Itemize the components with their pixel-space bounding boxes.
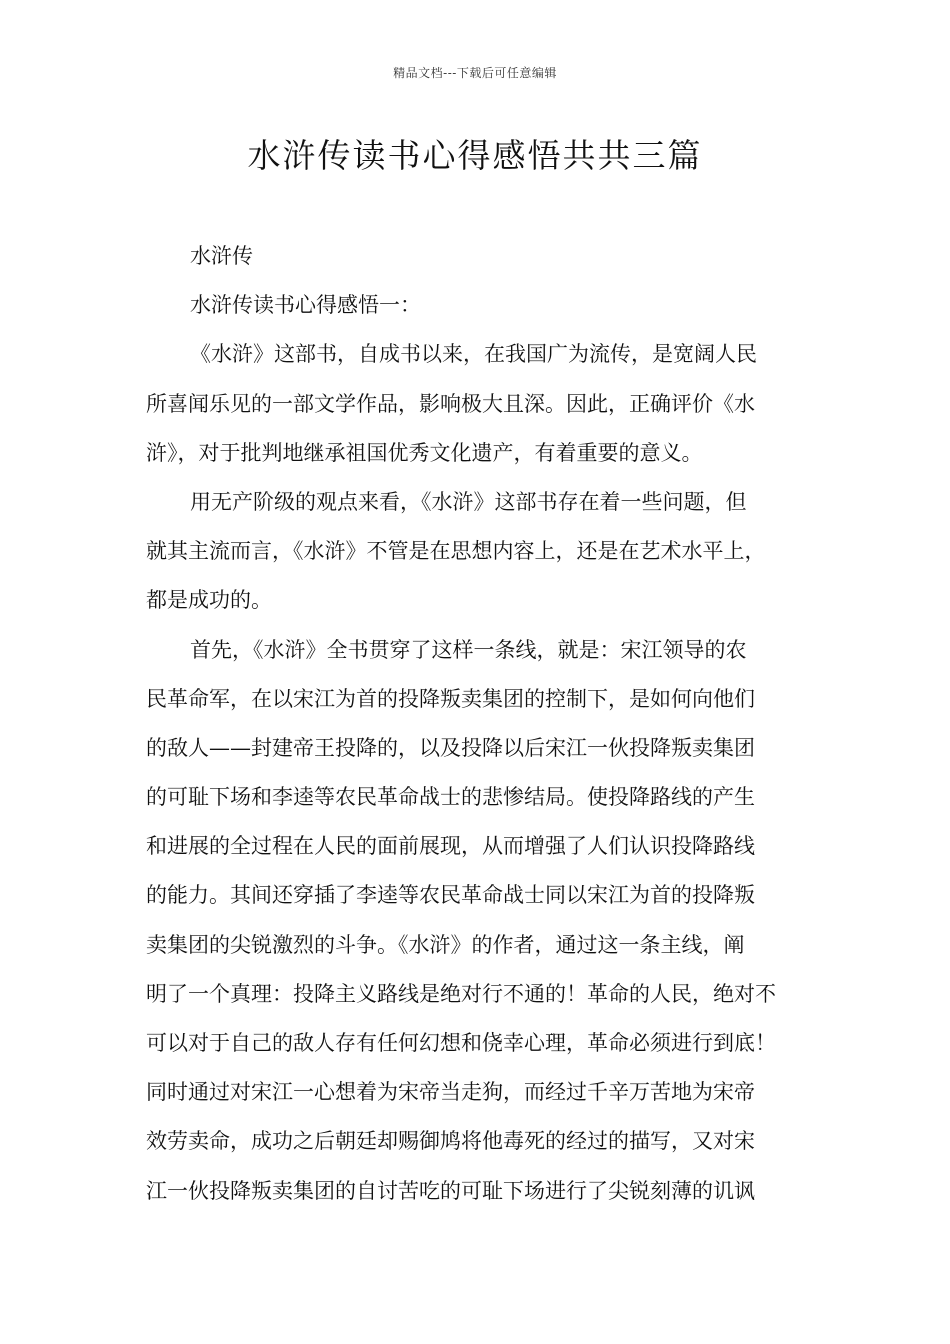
text-line: 的能力。其间还穿插了李逵等农民革命战士同以宋江为首的投降叛 bbox=[146, 883, 755, 908]
text-line: 江一伙投降叛卖集团的自讨苦吃的可耻下场进行了尖锐刻薄的讥讽 bbox=[146, 1178, 755, 1203]
text-line: 浒》，对于批判地继承祖国优秀文化遗产，有着重要的意义。 bbox=[146, 440, 703, 465]
text-line: 的可耻下场和李逵等农民革命战士的悲惨结局。使投降路线的产生 bbox=[146, 785, 755, 810]
text-line: 可以对于自己的敌人存有任何幻想和侥幸心理，革命必须进行到底！ bbox=[146, 1031, 776, 1055]
text-line: 都是成功的。 bbox=[146, 588, 272, 613]
text-line: 《水浒》这部书，自成书以来，在我国广为流传，是宽阔人民 bbox=[190, 342, 757, 367]
text-line: 水浒传读书心得感悟一： bbox=[190, 293, 421, 318]
text-line: 效劳卖命，成功之后朝廷却赐御鸠将他毒死的经过的描写，又对宋 bbox=[146, 1129, 755, 1154]
text-line: 明了一个真理：投降主义路线是绝对行不通的！革命的人民，绝对不 bbox=[146, 981, 776, 1006]
text-line: 和进展的全过程在人民的面前展现，从而增强了人们认识投降路线 bbox=[146, 834, 755, 859]
text-line: 就其主流而言，《水浒》不管是在思想内容上，还是在艺术水平上， bbox=[146, 539, 766, 564]
text-line: 首先，《水浒》全书贯穿了这样一条线，就是：宋江领导的农 bbox=[190, 637, 747, 662]
text-line: 的敌人——封建帝王投降的，以及投降以后宋江一伙投降叛卖集团 bbox=[146, 735, 755, 760]
body-text bbox=[146, 232, 810, 1216]
text-line: 水浒传 bbox=[190, 244, 253, 268]
document-title: 水浒传读书心得感悟共共三篇 bbox=[247, 136, 703, 175]
page-header: 精品文档---下载后可任意编辑 bbox=[393, 66, 557, 80]
text-line: 用无产阶级的观点来看，《水浒》这部书存在着一些问题，但 bbox=[190, 489, 747, 514]
text-line: 民革命军，在以宋江为首的投降叛卖集团的控制下，是如何向他们 bbox=[146, 686, 755, 711]
text-line: 所喜闻乐见的一部文学作品，影响极大且深。因此，正确评价《水 bbox=[146, 391, 755, 416]
text-line: 卖集团的尖锐激烈的斗争。《水浒》的作者，通过这一条主线，阐 bbox=[146, 932, 745, 957]
text-line: 同时通过对宋江一心想着为宋帝当走狗，而经过千辛万苦地为宋帝 bbox=[146, 1080, 755, 1105]
